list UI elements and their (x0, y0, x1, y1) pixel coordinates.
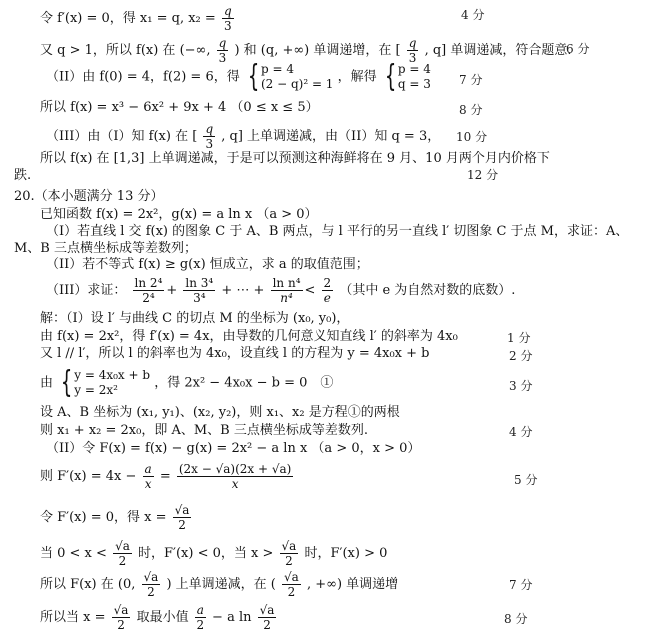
fraction: $\frac{q}{3}$ (223, 4, 232, 33)
problem-title: 20.（本小题满分 13 分） (14, 189, 164, 204)
line-14: 解：（I）设 l′ 与曲线 C 的切点 M 的坐标为 (x₀, y₀)， (40, 311, 350, 326)
line-18: 设 A、B 坐标为 (x₁, y₁)、(x₂, y₂)，则 x₁、x₂ 是方程①的两根 (40, 405, 400, 420)
line-9: 已知函数 f(x) = 2x²，g(x) = a ln x （a > 0） (40, 207, 318, 222)
line-1 (40, 4, 236, 33)
score: 12 分 (467, 168, 499, 182)
line-3: （II）由 f(0) = 4，f(2) = 6，得 { p = 4 (2 − q)² = 1 ，解得 { p = 4 q = 3 (46, 59, 431, 94)
line-10: （I）若直线 l 交 f(x) 的图象 C 于 A、B 两点，与 l 平行的另一直线 l′ 切图象 C 于点 M，求证：A、 (46, 224, 629, 239)
line-19: 则 x₁ + x₂ = 2x₀，即 A、M、B 三点横坐标成等差数列. (40, 423, 368, 438)
line-13: （III）求证： $\frac{\text{ln 2⁴}}{\text{2⁴}}$ + $\frac{\text{ln 3⁴}}{\text{3⁴}}$ + ⋯ + $\frac{\text{ln n⁴}}{\text{n⁴}}$ < $\frac{2}{e}$ （其中 e 为自然对数的底数）. (46, 276, 516, 305)
line-22: 令 F′(x) = 0，得 x = $\frac{√a}{2}$ (40, 503, 190, 532)
score: 8 分 (459, 103, 483, 117)
line-16: 又 l // l′，所以 l 的斜率也为 4x₀，设直线 l 的方程为 y = 4x₀x + b (40, 346, 430, 361)
line-25: 所以当 x = $\frac{√a}{2}$ 取最小值 $\frac{a}{2}$ − a ln $\frac{√a}{2}$ (40, 603, 275, 632)
line-7: 跌. (14, 168, 32, 183)
line-5: （III）由（I）知 f(x) 在 [ $\frac{q}{3}$ , q] 上单调递减，由（II）知 q = 3， (46, 122, 441, 151)
score: 1 分 (507, 331, 531, 345)
line-2: 又 q > 1，所以 f(x) 在 (−∞, $\frac{q}{3}$ ) 和 (q, +∞) 单调递增，在 [ $\frac{q}{3}$ , q] 单调递减，符合题意. (40, 36, 572, 65)
line-21: 则 F′(x) = 4x − $\frac{a}{x}$ = $\frac{(2x - √a)(2x + √a)}{x}$ (40, 462, 292, 491)
line-6: 所以 f(x) 在 [1,3] 上单调递减，于是可以预测这种海鲜将在 9 月、10 月两个月内价格下 (40, 151, 550, 166)
score: 4 分 (461, 8, 485, 22)
score: 2 分 (509, 349, 533, 363)
line-12: （II）若不等式 f(x) ≥ g(x) 恒成立，求 a 的取值范围； (46, 257, 369, 272)
line-4: 所以 f(x) = x³ − 6x² + 9x + 4 （0 ≤ x ≤ 5） (40, 100, 319, 115)
score: 7 分 (459, 73, 483, 87)
text: 令 f′(x) = 0，得 x₁ = q, x₂ = (40, 11, 216, 26)
score: 10 分 (456, 130, 488, 144)
line-24: 所以 F(x) 在 (0, $\frac{√a}{2}$ ) 上单调递减，在 ( $\frac{√a}{2}$ , +∞) 单调递增 (40, 570, 399, 599)
line-11: M、B 三点横坐标成等差数列； (14, 241, 197, 256)
line-20: （II）令 F(x) = f(x) − g(x) = 2x² − a ln x （a > 0，x > 0） (46, 441, 421, 456)
score: 3 分 (509, 379, 533, 393)
score: 5 分 (514, 473, 538, 487)
line-17: 由 { y = 4x₀x + b y = 2x² ，得 2x² − 4x₀x − b = 0 ① (40, 365, 334, 400)
score: 8 分 (504, 612, 528, 626)
line-23: 当 0 < x < $\frac{√a}{2}$ 时，F′(x) < 0，当 x > $\frac{√a}{2}$ 时，F′(x) > 0 (40, 539, 388, 568)
score: 6 分 (566, 42, 590, 56)
score: 7 分 (509, 578, 533, 592)
score: 4 分 (509, 425, 533, 439)
line-15: 由 f(x) = 2x²，得 f′(x) = 4x，由导数的几何意义知直线 l′ 的斜率为 4x₀ (40, 329, 458, 344)
